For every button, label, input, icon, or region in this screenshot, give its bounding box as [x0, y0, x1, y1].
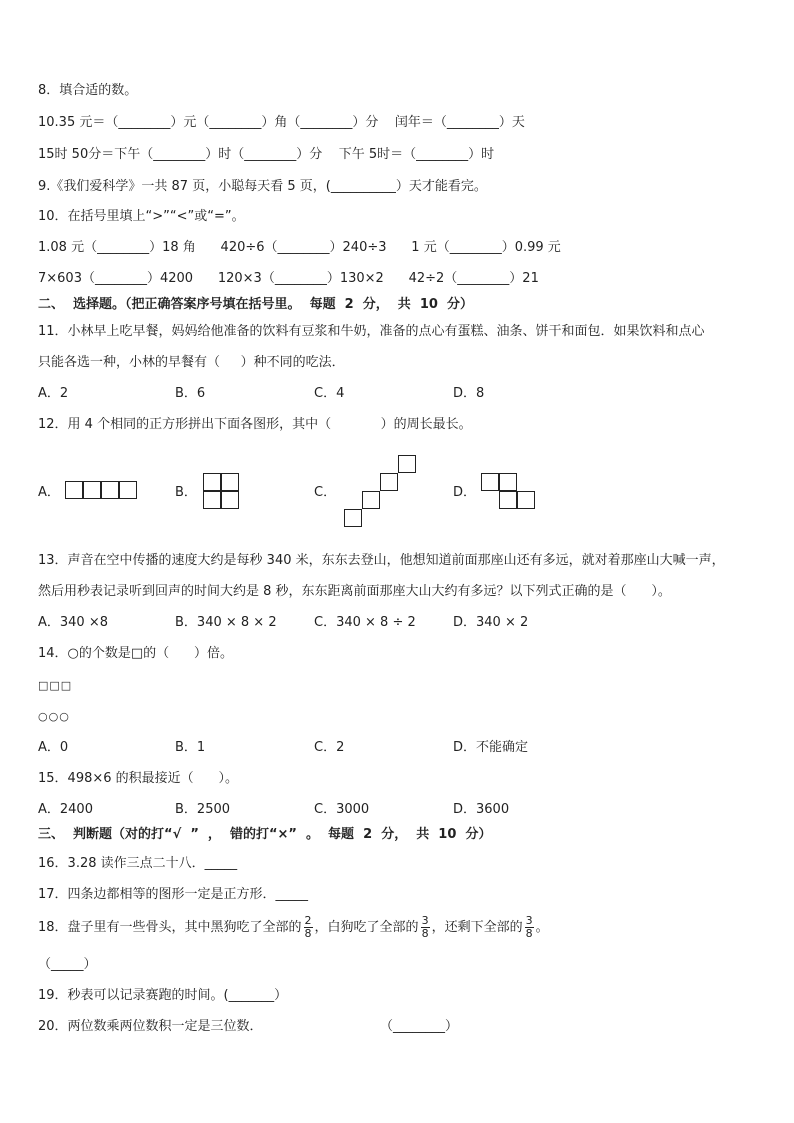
figure-b-square	[203, 473, 221, 491]
q15-option-b: B．2500	[175, 802, 231, 817]
figure-b-square	[221, 473, 239, 491]
q18-f3-num: 3	[525, 914, 533, 927]
q15-option-a: A．2400	[38, 802, 93, 817]
q16: 16．3.28 读作三点二十八．_____	[38, 856, 238, 871]
figure-b-square	[221, 491, 239, 509]
q14-option-c: C．2	[314, 740, 345, 755]
q14-option-b: B．1	[175, 740, 206, 755]
q18-f2-num: 3	[421, 914, 429, 927]
figure-d-square	[517, 491, 535, 509]
figure-b-square	[203, 491, 221, 509]
q18-f1-den: 8	[304, 927, 312, 940]
q15-option-c: C．3000	[314, 802, 370, 817]
q18-part1: 18．盘子里有一些骨头，其中黑狗吃了全部的	[38, 920, 302, 935]
q12-label-a: A．	[38, 485, 60, 500]
figure-d-square	[499, 491, 517, 509]
q10-line2: 7×603（________）4200 120×3（________）130×2 42÷2（________）21	[38, 271, 539, 286]
q14-text: 14．○的个数是□的（ ）倍。	[38, 646, 233, 661]
q11-line2: 只能各选一种，小林的早餐有（ ）种不同的吃法．	[38, 355, 345, 370]
q18-part3: ，还剩下全部的	[431, 920, 523, 935]
q8-title: 8．填合适的数。	[38, 83, 138, 98]
q9: 9.《我们爱科学》一共 87 页，小聪每天看 5 页，(__________）天才能看完。	[38, 179, 487, 194]
q18-line	[38, 913, 549, 943]
q20-text: 20．两位数乘两位数积一定是三位数．	[38, 1019, 263, 1034]
q11-option-d: D．8	[453, 386, 485, 401]
q14-option-d: D．不能确定	[453, 740, 529, 755]
section-2-heading: 二、 选择题。（把正确答案序号填在括号里。 每题 2 分， 共 10 分）	[38, 297, 473, 312]
q13-option-c: C．340 × 8 ÷ 2	[314, 615, 416, 630]
q8-line1: 10.35 元＝（________）元（________）角（________）分 闰年＝（________）天	[38, 115, 525, 130]
q18-part2: ，白狗吃了全部的	[314, 920, 419, 935]
figure-a-square	[119, 481, 137, 499]
figure-a-square	[101, 481, 119, 499]
q19: 19．秒表可以记录赛跑的时间。(_______）	[38, 988, 288, 1003]
q13-option-b: B．340 × 8 × 2	[175, 615, 277, 630]
figure-d-square	[481, 473, 499, 491]
section-3-heading: 三、 判断题（对的打“√ ” ， 错的打“×” 。 每题 2 分， 共 10 分）	[38, 827, 492, 842]
figure-a-square	[83, 481, 101, 499]
q18-f2-den: 8	[421, 927, 429, 940]
q17: 17．四条边都相等的图形一定是正方形．_____	[38, 887, 309, 902]
q13-line2: 然后用秒表记录听到回声的时间大约是 8 秒，东东距离前面那座大山大约有多远？以下列式正确的是（ ）。	[38, 584, 671, 599]
q11-option-c: C．4	[314, 386, 345, 401]
figure-c-square	[398, 455, 416, 473]
q18-fraction-3	[525, 915, 534, 940]
q11-option-b: B．6	[175, 386, 206, 401]
figure-a-square	[65, 481, 83, 499]
q8-line2: 15时 50分＝下午（________）时（________）分 下午 5时＝（________）时	[38, 147, 495, 162]
figure-c-square	[344, 509, 362, 527]
q15-text: 15．498×6 的积最接近（ ）。	[38, 771, 238, 786]
q15-option-d: D．3600	[453, 802, 510, 817]
q10-title: 10．在括号里填上“>”“<”或“=”。	[38, 209, 245, 224]
q13-line1: 13．声音在空中传播的速度大约是每秒 340 米，东东去登山，他想知道前面那座山还有多远，就对着那座山大喊一声，	[38, 553, 725, 568]
q18-f1-num: 2	[304, 914, 312, 927]
q18-part4: 。	[535, 920, 549, 935]
q18-fraction-1	[304, 915, 313, 940]
q18-fraction-2	[421, 915, 430, 940]
q18-blank: （_____）	[38, 957, 97, 972]
q10-line1: 1.08 元（________）18 角 420÷6（________）240÷3 1 元（________）0.99 元	[38, 240, 561, 255]
q18-f3-den: 8	[525, 927, 533, 940]
q14-circles: ○○○	[38, 710, 70, 723]
q11-option-a: A．2	[38, 386, 69, 401]
figure-d-square	[499, 473, 517, 491]
q11-line1: 11．小林早上吃早餐，妈妈给他准备的饮料有豆浆和牛奶，准备的点心有蛋糕、油条、饼干和面包．如果饮料和点心	[38, 324, 705, 339]
q13-option-d: D．340 × 2	[453, 615, 529, 630]
q14-squares: □□□	[38, 679, 73, 692]
q14-option-a: A．0	[38, 740, 69, 755]
q12-label-c: C．	[314, 485, 337, 500]
figure-c-square	[380, 473, 398, 491]
q20-blank: （________）	[380, 1019, 459, 1034]
q13-option-a: A．340 ×8	[38, 615, 109, 630]
figure-c-square	[362, 491, 380, 509]
q12-label-b: B．	[175, 485, 197, 500]
q12-text: 12．用 4 个相同的正方形拼出下面各图形，其中（ ）的周长最长。	[38, 417, 472, 432]
q12-label-d: D．	[453, 485, 477, 500]
